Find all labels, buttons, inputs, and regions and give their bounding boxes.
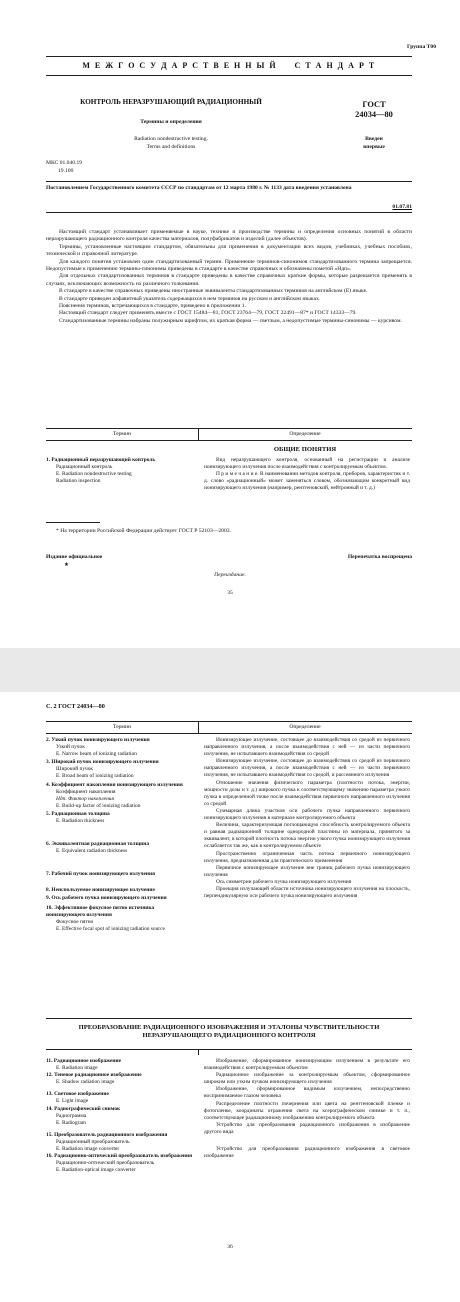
term-16: 16. Радиационно-оптический преобразователь изображения	[46, 1153, 193, 1160]
running-header: С. 2 ГОСТ 24034—80	[46, 703, 105, 710]
title-english-1: Radiation nondestructive testing.	[134, 136, 208, 142]
definition-10: Проекция излучающей области источника ионизирующего излучения на плоскость, перпендикулярную оси рабочего пучка ионизирующего излучения	[204, 885, 410, 900]
term-15: 15. Преобразователь радиационного изображения	[46, 1131, 168, 1138]
group-code: Группа Т00	[406, 44, 436, 50]
definition-6: Величина, характеризующая поглощающую способность контролируемого объекта и равная радиационной толщине однородной пластины из материала, принятого за эквивалент, в которой плотность потока энергии узкого пучка ионизирующего излучения ослабляется так же, как в контролируемом объекте	[204, 822, 410, 850]
section-heading: ПРЕОБРАЗОВАНИЕ РАДИАЦИОННОГО ИЗОБРАЖЕНИЯ И ЭТАЛОНЫ ЧУВСТВИТЕЛЬНОСТИ НЕРАЗРУШАЮЩЕГО РАДИАЦИОННОГО КОНТРОЛЯ	[78, 1024, 380, 1040]
body-paragraph: Пояснения терминов, встречающихся в стандарте, приведено в приложении 1.	[59, 303, 246, 310]
definition-16: Устройство для преобразования радиационного изображения в световое изображение	[204, 1146, 410, 1160]
term-11: 11. Радиационное изображение	[46, 1058, 122, 1064]
definition-8: Первичное ионизирующее излучение вне границ рабочего пучка ионизирующего излучения	[204, 864, 410, 878]
introduced-first: впервые	[363, 144, 385, 150]
definitions-column	[204, 737, 410, 900]
body-paragraph: В стандарте приведен алфавитный указатель содержащихся в нем терминов на русском и английском языках.	[59, 295, 321, 302]
body-paragraph: Термины, установленные настоящим стандартом, обязательны для применения в документации всех видов, учебниках, учебных пособиях, технической и справочной литературе.	[46, 243, 412, 258]
official-edition: Издание официальное	[46, 554, 103, 560]
effective-date: 01.07.81	[392, 204, 412, 210]
page-35	[0, 0, 460, 648]
term-3: 3. Широкий пучок ионизирующего излучения	[46, 759, 159, 766]
page-number: 36	[227, 1244, 233, 1250]
title-english-2: Terms and definitions	[146, 144, 196, 150]
term-10: 10. Эффективное фокусное пятно источника ионизирующего излучения	[46, 904, 155, 918]
body-paragraph: Для отдельных стандартизованных терминов в стандарте приведены в качестве справочных краткие формы, которые разрешается применять в случаях, исключающих возможность их различного толкования.	[46, 273, 412, 287]
column-header-definition: Определение	[289, 724, 321, 730]
gost-number: 24034—80	[355, 110, 393, 119]
section-heading: ОБЩИЕ ПОНЯТИЯ	[273, 446, 337, 453]
body-paragraph: Настоящий стандарт следует применять вместе с ГОСТ 15484—81, ГОСТ 23764—79, ГОСТ 22491—87* и ГОСТ 14333—79.	[59, 310, 357, 317]
term-13: 13. Световое изображение	[46, 1091, 109, 1098]
term-7: 7. Рабочий пучок ионизирующего излучения	[46, 871, 156, 878]
definition-12: Радиационное изображение за контролируемым объектом, сформированное широким или узким пучком ионизирующего излучения	[204, 1072, 410, 1086]
gost-label: ГОСТ	[362, 100, 386, 109]
definition-5: Суммарная длина участков оси рабочего пучка направленного первичного ионизирующего излучения в материале контролируемого объекта	[204, 807, 410, 822]
body-paragraph: Для каждого понятия установлен один стандартизованный термин. Применение терминов-синонимов стандартизованного термина запрещается. Недопустимые к применению термины-синонимы приведены в стандарте в качестве справочных и обозначены пометой «Ндп».	[46, 258, 412, 273]
introduced-label: Введен	[365, 136, 383, 142]
term-5: 5. Радиационная толщина	[46, 810, 110, 817]
term-4: 4. Коэффициент накопления ионизирующего излучения	[46, 781, 183, 788]
body-paragraph: В стандарте в качестве справочных приведены иностранные эквиваленты стандартизованных терминов на английском (Е) языке.	[59, 288, 368, 295]
term-9: 9. Ось рабочего пучка ионизирующего излучения	[46, 894, 167, 901]
body-paragraph: Настоящий стандарт устанавливает применяемые в науке, технике и производстве термины и определения основных понятий в области неразрушающего радиационного контроля качества материалов, полуфабрикатов и изделий (далее объектов).	[46, 229, 412, 243]
term-12: 12. Теневое радиационное изображение	[46, 1072, 142, 1079]
definition-1: Вид неразрушающего контроля, основанный на регистрации и анализе ионизирующего излучения после взаимодействия с контролируемым объектом. П р и м е ч а н и е. В наименовании методов контроля, приборов, характеристик и т. д. слово «радиационный» может заменяться словом, обозначающим конкретный вид ионизирующего излучения (например, рентгеновский, нейтронный и т. д.)	[204, 457, 410, 492]
document-title: КОНТРОЛЬ НЕРАЗРУШАЮЩИЙ РАДИАЦИОННЫЙ	[80, 98, 262, 106]
definitions-column-2	[204, 1058, 410, 1160]
column-header-definition: Определение	[289, 431, 321, 437]
term-8: 8. Неиспользуемое ионизирующее излучение	[46, 887, 155, 894]
definition-9: Ось симметрии рабочего пучка ионизирующего излучения	[216, 878, 352, 885]
term-14: 14. Радиографический снимок	[46, 1105, 121, 1112]
reissue-label: Переиздание.	[214, 572, 246, 578]
decree-text: Постановлением Государственного комитета СССР по стандартам от 12 марта 1980 г. № 1133 дата введения установлена	[46, 185, 352, 191]
definition-2: Ионизирующее излучение, состоящее до взаимодействия со средой из первичного направленного излучения, а после взаимодействия с ней — из части первичного излучения, не испытавшего взаимодействия со средой	[204, 737, 410, 758]
page-36	[0, 692, 460, 1302]
term-2: 2. Узкий пучок ионизирующего излучения	[46, 737, 150, 743]
terms-column-2: 11. Радиационное изображение E. Radiation image 12. Теневое радиационное изображение E. Shadow radiation image 13. Световое изображение E. Light image 14. Радиографический снимок Радиограмма E. Radiogram 15. Преобразователь радиационного изображения Радиационный преобразователь E. Radiation image converter 16. Радиационно-оптический преобразователь изображения Радиационно-оптический преобразователь E. Radiation-optical image converter	[46, 1058, 193, 1174]
column-header-term: Термин	[113, 724, 131, 730]
definition-13: Изображение, сформированное видимым излучением, непосредственно воспринимаемое глазом человека	[204, 1086, 410, 1100]
footnote: * На территории Российской Федерации действует ГОСТ Р 52103—2003.	[56, 528, 231, 534]
definition-11: Изображение, сформированное ионизирующим излучением в результате его взаимодействия с контролируемым объектом	[204, 1058, 410, 1072]
term-1: 1. Радиационный неразрушающий контроль Радиационный контроль E. Radiation nondestructive testing Radiation inspection	[46, 457, 156, 485]
document-subtitle: Термины и определения	[140, 119, 202, 125]
definition-7: Пространственно ограниченная часть потока первичного ионизирующего излучения, предназначенная для практического применения	[204, 850, 410, 864]
definition-14: Распределение плотности почернения или цвета на рентгеновской пленке и фотопленке, координаты отражения света на ксерографическом снимке и т. п., соответствующее радиационному изображению контролируемого объекта	[204, 1100, 410, 1121]
page-number: 35	[227, 590, 233, 596]
definition-note: П р и м е ч а н и е. В наименовании методов контроля, приборов, характеристик и т. д. слово «радиационный» может заменяться словом, обозначающим конкретный вид ионизирующего излучения (например, рентгеновский, нейтронный и т. д.)	[204, 471, 410, 492]
term-6: 6. Эквивалентная радиационная толщина	[46, 841, 150, 848]
column-header-term: Термин	[113, 431, 131, 437]
standard-banner: М Е Ж Г О С У Д А Р С Т В Е Н Н Ы Й С Т А Н Д А Р Т	[82, 61, 376, 70]
mks-code-2: 19.100	[58, 168, 74, 174]
body-paragraph: Стандартизованные термины набраны полужирным шрифтом, их краткая форма — светлым, а недопустимые термины-синонимы — курсивом.	[59, 317, 402, 324]
star-mark: ★	[64, 562, 70, 568]
intro-body	[46, 229, 412, 325]
definition-15: Устройство для преобразования радиационного изображения в изображение другого вида	[204, 1121, 410, 1135]
definition-3: Ионизирующее излучение, состоящее до взаимодействия со средой из первичного направленного излучения, а после взаимодействия с ней — из части первичного излучения, не испытавшего взаимодействия со средой, и рассеянного излучения	[204, 758, 410, 779]
mks-code-1: МКС 01.040.19	[46, 160, 83, 166]
reprint-prohibited: Перепечатка воспрещена	[347, 554, 412, 560]
definition-4: Отношение значения физического параметра (плотности потока, энергии, мощности дозы и т. д.) широкого пучка к соответствующему значению параметра узкого пучка в определенной точке после взаимодействия первичного направленного излучения со средой	[204, 779, 410, 807]
terms-column: 2. Узкий пучок ионизирующего излучения Узкий пучок E. Narrow beam of ionizing radiation 3. Широкий пучок ионизирующего излучения Широкий пучок E. Broad beam of ionizing radiation 4. Коэффициент накопления ионизирующего излучения Коэффициент накопления Ндп. Фактор накопления E. Build-up factor of ionizing radiation 5. Радиационная толщина E. Radiation thickness 6. Эквивалентная радиационная толщина E. Equivalent radiation thickness 7. Рабочий пучок ионизирующего излучения 8. Неиспользуемое ионизирующее излучение 9. Ось рабочего пучка ионизирующего излучения 10. Эффективное фокусное пятно источника ионизирующего излучения Фокусное пятно E. Effective focal spot of ionizing radiation source	[46, 737, 194, 933]
